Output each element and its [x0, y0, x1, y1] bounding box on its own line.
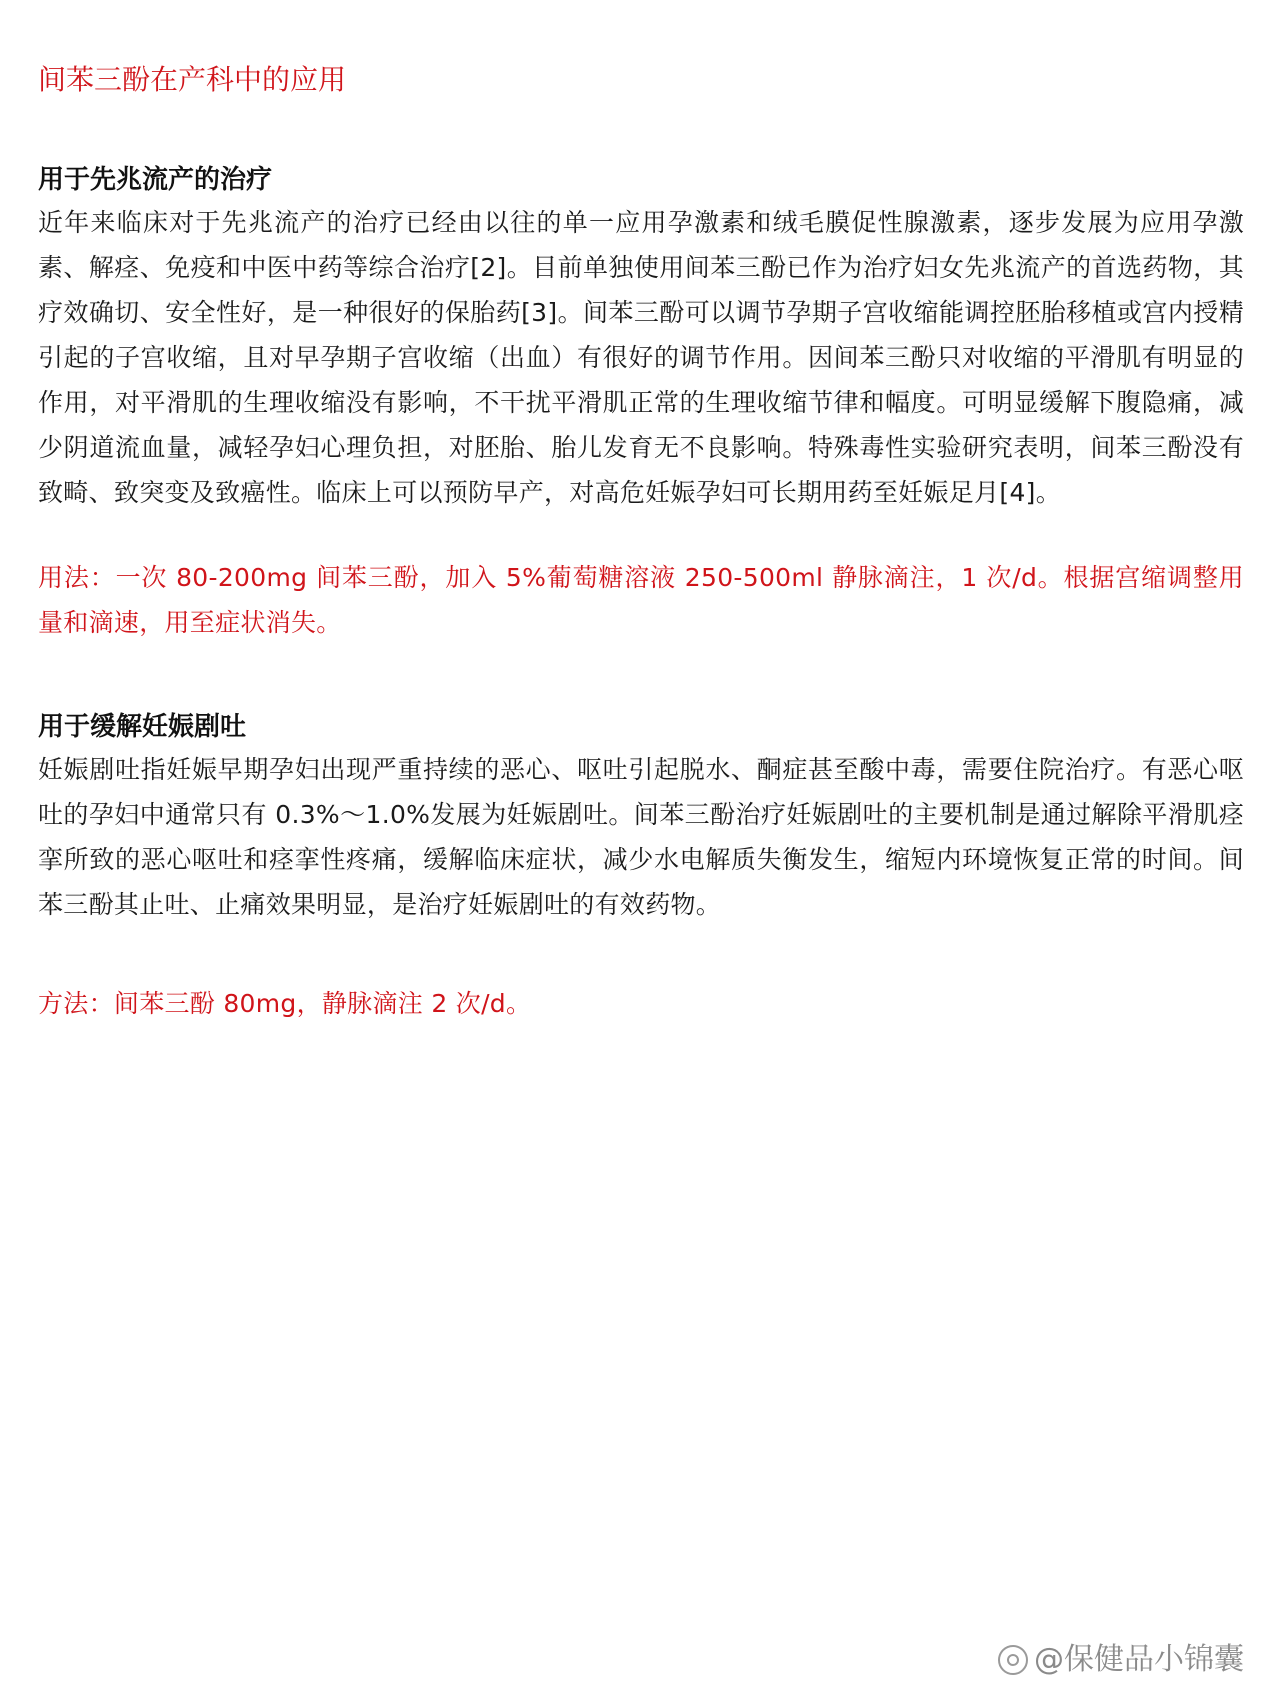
section-heading: 用于先兆流产的治疗	[38, 165, 273, 195]
watermark	[998, 1640, 1244, 1680]
section-threatened-abortion	[38, 160, 1244, 515]
watermark-text: @保健品小锦囊	[1034, 1642, 1244, 1677]
platform-logo-icon	[998, 1645, 1028, 1675]
section-body: 妊娠剧吐指妊娠早期孕妇出现严重持续的恶心、呕吐引起脱水、酮症甚至酸中毒，需要住院治疗。有恶心呕吐的孕妇中通常只有 0.3%～1.0%发展为妊娠剧吐。间苯三酚治疗妊娠剧吐的主要机制是通过解除平滑肌痉挛所致的恶心呕吐和痉挛性疼痛，缓解临床症状，减少水电解质失衡发生，缩短内环境恢复正常的时间。间苯三酚其止吐、止痛效果明显，是治疗妊娠剧吐的有效药物。	[38, 755, 1244, 919]
document-page	[38, 60, 1244, 1026]
section-body: 近年来临床对于先兆流产的治疗已经由以往的单一应用孕激素和绒毛膜促性腺激素，逐步发展为应用孕激素、解痉、免疫和中医中药等综合治疗[2]。目前单独使用间苯三酚已作为治疗妇女先兆流产的首选药物，其疗效确切、安全性好，是一种很好的保胎药[3]。间苯三酚可以调节孕期子宫收缩能调控胚胎移植或宫内授精引起的子宫收缩，且对早孕期子宫收缩（出血）有很好的调节作用。因间苯三酚只对收缩的平滑肌有明显的作用，对平滑肌的生理收缩没有影响，不干扰平滑肌正常的生理收缩节律和幅度。可明显缓解下腹隐痛，减少阴道流血量，减轻孕妇心理负担，对胚胎、胎儿发育无不良影响。特殊毒性实验研究表明，间苯三酚没有致畸、致突变及致癌性。临床上可以预防早产，对高危妊娠孕妇可长期用药至妊娠足月[4]。	[38, 208, 1244, 507]
section-heading: 用于缓解妊娠剧吐	[38, 712, 247, 742]
usage-note: 用法：一次 80-200mg 间苯三酚，加入 5%葡萄糖溶液 250-500ml 静脉滴注，1 次/d。根据宫缩调整用量和滴速，用至症状消失。	[38, 563, 1244, 637]
section-hyperemesis	[38, 707, 1244, 927]
document-title: 间苯三酚在产科中的应用	[38, 63, 347, 96]
method-note: 方法：间苯三酚 80mg，静脉滴注 2 次/d。	[38, 989, 532, 1018]
